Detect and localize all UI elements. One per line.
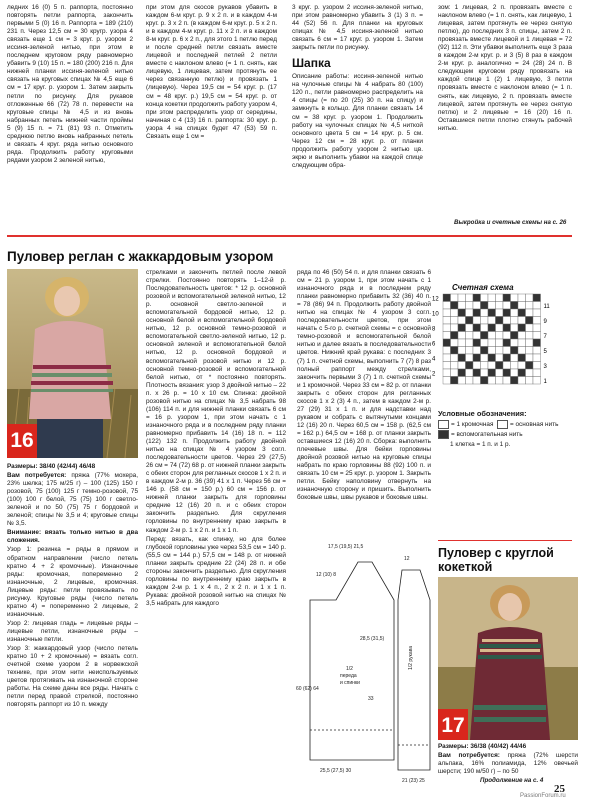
attention-16: Внимание: вязать только нитью в два сложения. — [7, 529, 138, 545]
section-title-16: Пуловер реглан с жаккардовым узором — [7, 249, 274, 264]
svg-text:25,5 (27,5) 30: 25,5 (27,5) 30 — [320, 768, 352, 774]
chart-cell — [533, 309, 541, 317]
schematic-body-label: 1/2 — [346, 666, 353, 672]
chart-cell — [443, 354, 451, 362]
chart-cell — [503, 294, 511, 302]
chart-cell — [503, 317, 511, 325]
chart-cell — [451, 362, 459, 370]
chart-row-label-left: 6 — [432, 341, 436, 348]
top-column-3-text: 3 круг. р. узором 2 иссиня-зеленой нитью, при этом равномерно убавить 3 (1) 3 п. = 44 (52) 56 п. Для планки на круговых спицах № 4,5 иссиня-зеленой нитью связать 6 см = 17 круг. р. узором 1. Затем закрыть петли по рисунку. — [292, 4, 423, 52]
chart-cell — [481, 339, 489, 347]
chart-cell — [511, 354, 519, 362]
main-column-2b-text: Перед: вязать, как спинку, но для более глубокой горловины уже через 53,5 см = 140 р. (55,5 см = 144 р.) 57,5 см = 148 р. от нижней планки закрыть средние 22 (24) 28 п. и обе стороны закончить раздельно. Для скругления горловины по внутреннему краю закрыть в каждом 2-м р. 1 x 4 п., 2 x 2 п. и 1 x 1 п. Рукава: двойной розовой нитью на спицах № 3,5 набрать для каждого — [146, 535, 286, 607]
svg-text:12: 12 — [404, 556, 410, 562]
chart-cell — [533, 362, 541, 370]
chart-cell — [496, 324, 504, 332]
chart-cell — [503, 302, 511, 310]
garment-schematic — [290, 540, 438, 785]
chart-cell — [443, 324, 451, 332]
chart-cell — [451, 294, 459, 302]
chart-cell — [511, 347, 519, 355]
chart-cell — [481, 294, 489, 302]
model-number-badge-17: 17 — [438, 709, 468, 740]
chart-cell — [533, 339, 541, 347]
chart-row-label-left: 12 — [432, 296, 439, 303]
chart-cell — [466, 324, 474, 332]
chart-cell — [488, 339, 496, 347]
pattern-1-16: Узор 1: резинка = ряды в прямом и обратном направлении (число петель кратно 4 + 2 кромочные). Изнаночные ряды: кромочная, попеременно 2 изнаночные, 2 лицевые, кромочная. Лицевые ряды: петли провязывать по рисунку. Круговые ряды (число петель кратно 4) = попеременно 2 лицевые, 2 изнаночные. — [7, 546, 138, 618]
chart-cell — [518, 354, 526, 362]
legend-row-3: 1 клетка = 1 п. и 1 р. — [450, 440, 511, 448]
chart-cell — [451, 324, 459, 332]
main-column-1 — [7, 463, 138, 781]
chart-cell — [511, 309, 519, 317]
pattern-2-16: Узор 2: лицевая гладь = лицевые ряды – лицевые петли, изнаночные ряды – изнаночные петли. — [7, 619, 138, 643]
chart-cell — [526, 362, 534, 370]
chart-row-label-left: 8 — [432, 326, 436, 333]
chart-cell — [496, 309, 504, 317]
chart-cell — [503, 324, 511, 332]
chart-cell — [481, 354, 489, 362]
chart-cell — [526, 332, 534, 340]
chart-cell — [518, 362, 526, 370]
chart-cell — [496, 339, 504, 347]
chart-cell — [488, 354, 496, 362]
top-column-1 — [7, 4, 133, 232]
chart-legend — [438, 410, 578, 458]
chart-cell — [511, 332, 519, 340]
chart-cell — [488, 309, 496, 317]
chart-cell — [481, 377, 489, 385]
svg-text:12 (10) 8: 12 (10) 8 — [316, 572, 337, 578]
svg-text:60 (62) 64: 60 (62) 64 — [296, 686, 319, 692]
chart-cell — [451, 369, 459, 377]
svg-text:33: 33 — [368, 696, 374, 702]
chart-cell — [488, 369, 496, 377]
knitting-chart — [431, 292, 581, 404]
hat-text: Описание работы: иссиня-зеленой нитью на чулочные спицы № 4 набрать 80 (100) 120 п., петли равномерно распределить на 4 спицы (= по 20 (25) 30 п. на спицу) и замкнуть в кольцо. Для планки связать 14 см = 38 круг. р. узором 1. Продолжить работу на чулочных спицах № 4,5 ниткой основного цвета 5 см = 14 круг. р. 5 см. Через 12 см = 28 круг. р. от планки продолжить работу узором 2 нитью цв. экрю и выполнить убавки на каждой спице следующим обра- — [292, 73, 423, 169]
chart-cell — [451, 339, 459, 347]
continuation-note: Продолжение на с. 4 — [480, 777, 544, 784]
chart-cell — [533, 332, 541, 340]
svg-text:переда: переда — [340, 673, 357, 679]
chart-cell — [481, 347, 489, 355]
chart-cell — [488, 362, 496, 370]
chart-cell — [511, 339, 519, 347]
chart-cell — [518, 377, 526, 385]
chart-cell — [496, 354, 504, 362]
chart-cell — [443, 294, 451, 302]
chart-cell — [496, 302, 504, 310]
chart-cell — [473, 302, 481, 310]
legend-row-1: = 1 кромочная = основная нить — [438, 420, 578, 429]
top-column-2-text: при этом для скосов рукавов убавить в каждом 6-м круг. р. 9 x 2 п. и в каждом 4-м круг. р. 3 x 2 п. (в каждом 6-м круг. р. 5 x 2 п. и в каждом 4-м круг. р. 11 x 2 п. и в каждом 8-м круг. р. 6 x 2 п., для этого 1 петлю перед и после средней петли связать вместе лицевой и последней петлей 2 петли вместе с наклоном влево (= 1 п. снять, как лицевую, 1 лицевая, затем протянуть ее через связанную петлю) и провязать 1 (лицевую). Через 19,5 см = 54 круг. р. (17 см = 48 круг. р.) 19,5 см = 54 круг. р. от конца кокетки продолжить работу узором 4, при этом распределить узор от середины, начиная с 4 (13) 16 п. раппорта: 30 круг. р. узора 4 на спицах будет 47 (53) 59 п. Связать еще 1 см = — [146, 4, 277, 140]
section-title-17-line2: кокеткой — [438, 560, 493, 574]
chart-cell — [443, 347, 451, 355]
chart-cell — [458, 362, 466, 370]
chart-cell — [466, 309, 474, 317]
chart-cell — [481, 309, 489, 317]
chart-cell — [488, 302, 496, 310]
chart-cell — [481, 324, 489, 332]
chart-cell — [458, 339, 466, 347]
chart-cell — [533, 324, 541, 332]
chart-cell — [458, 317, 466, 325]
chart-cell — [533, 369, 541, 377]
chart-cell — [533, 354, 541, 362]
chart-cell — [443, 362, 451, 370]
chart-cell — [451, 302, 459, 310]
chart-cell — [511, 377, 519, 385]
pattern-footnote: Выкройка и счетные схемы на с. 26 — [454, 219, 567, 226]
chart-cell — [533, 347, 541, 355]
chart-cell — [518, 347, 526, 355]
chart-cell — [526, 347, 534, 355]
chart-cell — [451, 332, 459, 340]
chart-cell — [496, 347, 504, 355]
top-column-4 — [438, 4, 572, 204]
chart-cell — [503, 369, 511, 377]
svg-text:и спинки: и спинки — [340, 680, 360, 686]
sizes-17: Размеры: 36/38 (40/42) 44/46 — [438, 743, 527, 750]
chart-cell — [473, 377, 481, 385]
chart-cell — [503, 347, 511, 355]
chart-cell — [473, 362, 481, 370]
chart-cell — [503, 339, 511, 347]
chart-cell — [458, 302, 466, 310]
svg-text:17,5 (19,5) 21,5: 17,5 (19,5) 21,5 — [328, 544, 364, 550]
chart-cell — [518, 332, 526, 340]
chart-cell — [481, 317, 489, 325]
chart-cell — [443, 369, 451, 377]
chart-cell — [451, 317, 459, 325]
legend-title: Условные обозначения: — [438, 410, 527, 418]
chart-cell — [518, 324, 526, 332]
chart-cell — [511, 324, 519, 332]
chart-cell — [518, 294, 526, 302]
pattern-3-16: Узор 3: жаккардовый узор (число петель кратно 10 + 2 кромочные) = вязать согл. счетной схеме узором 2 в норвежской технике, при этом нити неиспользуемых цветов протягивать на изнаночной стороне работы. На схеме даны все ряды. Начать с петли перед правой стрелкой, постоянно повторять раппорт из 10 п. между — [7, 645, 138, 709]
chart-cell — [466, 302, 474, 310]
chart-cell — [488, 377, 496, 385]
chart-cell — [503, 309, 511, 317]
model-photo-17 — [438, 577, 578, 740]
chart-cell — [526, 369, 534, 377]
chart-cell — [473, 317, 481, 325]
chart-cell — [466, 339, 474, 347]
chart-cell — [458, 332, 466, 340]
chart-cell — [496, 377, 504, 385]
chart-cell — [488, 294, 496, 302]
chart-cell — [466, 369, 474, 377]
chart-cell — [458, 347, 466, 355]
materials-17: Вам потребуется: пряжа (72% шерсти альпака, 16% полиамида, 12% овечьей шерсти; 190 м/50 г) – по 50 — [438, 752, 578, 776]
chart-cell — [458, 369, 466, 377]
chart-cell — [488, 324, 496, 332]
chart-cell — [473, 309, 481, 317]
chart-row-label-right: 1 — [543, 379, 547, 385]
chart-cell — [496, 362, 504, 370]
chart-cell — [526, 309, 534, 317]
sizes-16: Размеры: 38/40 (42/44) 46/48 — [7, 463, 96, 470]
chart-cell — [473, 294, 481, 302]
chart-cell — [451, 354, 459, 362]
chart-cell — [443, 339, 451, 347]
chart-cell — [533, 377, 541, 385]
chart-row-label-right: 11 — [543, 304, 550, 310]
svg-text:28,5 (31,5): 28,5 (31,5) — [360, 636, 385, 642]
chart-cell — [526, 377, 534, 385]
chart-cell — [526, 339, 534, 347]
chart-cell — [466, 317, 474, 325]
schematic-sleeve-label: 1/2 рукава — [408, 645, 414, 670]
chart-cell — [533, 294, 541, 302]
chart-cell — [518, 317, 526, 325]
model-number-badge-16: 16 — [7, 424, 37, 458]
legend-row-2: = вспомогательная нить — [438, 430, 578, 439]
chart-cell — [451, 347, 459, 355]
chart-cell — [518, 302, 526, 310]
chart-cell — [481, 369, 489, 377]
chart-cell — [526, 302, 534, 310]
chart-cell — [443, 332, 451, 340]
chart-cell — [466, 362, 474, 370]
chart-cell — [481, 362, 489, 370]
materials-16: Вам потребуется: пряжа (77% мохера, 23% шелка; 175 м/25 г) – 100 (125) 150 г розовой, 75 (100) 125 г темно-розовой, 75 (100) 100 г белой, 75 (75) 100 г светло-зеленой и по 50 (75) 75 г бордовой и зеленой; спицы № 3,5 и 4; круговые спицы № 3,5. — [7, 472, 138, 528]
legend-aux-swatch — [438, 430, 449, 439]
chart-cell — [488, 347, 496, 355]
main-column-2 — [146, 269, 286, 781]
chart-cell — [458, 294, 466, 302]
chart-cell — [473, 347, 481, 355]
chart-cell — [443, 309, 451, 317]
chart-cell — [466, 332, 474, 340]
chart-cell — [496, 294, 504, 302]
chart-cell — [473, 369, 481, 377]
chart-row-label-right: 5 — [543, 349, 547, 355]
chart-cell — [511, 294, 519, 302]
main-column-3 — [297, 269, 431, 539]
page-number: 25 — [554, 783, 565, 795]
chart-cell — [503, 362, 511, 370]
chart-cell — [518, 369, 526, 377]
model-photo-16 — [7, 269, 138, 458]
chart-cell — [473, 339, 481, 347]
chart-cell — [473, 354, 481, 362]
legend-edge-swatch — [438, 420, 449, 429]
main-column-3-text: ряда по 46 (50) 54 п. и для планки связать 6 см = 21 р. узором 1, при этом начать с 1 изнаночного ряда и в последнем ряду планки равномерно прибавить 32 (36) 40 п. = 78 (86) 94 п. Продолжить работу двойной нитью на спицах № 4 узором 3 согл. последовательности цветов, при этом начать с 5-го р. счетной схемы = с основной темно-розовой и вспомогательной белой нитью и далее вязать в последовательности цветов. Нижний край рукава: с последних 3 (7) 1 п. счетной схемы, выполнить 7 (7) 8 раз полный раппорт между стрелками, закончить первыми 3 (7) 1 п. счетной схемы и 1 кромочной. Через 33 см = 82 р. от планки закрыть с обеих сторон для регланных скосов 1 x 2 (3) 4 п., затем в каждом 2-м р. 27 (29) 31 x 1 п. и для надставки над рукавом и собрать с вытянутыми концами 12 (16) 20 п. Через 60,5 см = 158 р. (62,5 см = 162 р.) 64,5 см = 168 р. от планки закрыть оставшиеся 12 (16) 20 п. Сборка: выполнить плечевые швы. Для бейки горловины двойной розовой нитью на круговые спицы набрать по краю горловины 88 (92) 100 п. и связать 10 см = 25 круг. р. узором 1. Закрыть петли. Бейку наполовину отвернуть на изнаночную сторону и пришить. Выполнить боковые швы, швы рукавов и боковые швы. — [297, 269, 431, 502]
chart-cell — [473, 324, 481, 332]
chart-row-label-left: 10 — [432, 311, 439, 318]
chart-cell — [503, 354, 511, 362]
chart-title: Счетная схема — [452, 283, 514, 292]
chart-cell — [451, 377, 459, 385]
chart-cell — [481, 332, 489, 340]
chart-cell — [526, 317, 534, 325]
main-column-2-text: стрелками и закончить петлей после левой стрелки. Постоянно повторять 1–12-й р. Последовательность цветов: * 12 р. основной розовой и вспомогательной зеленой нитью, 12 р. основной светло-зеленой и вспомогательной бордовой нитью, 12 р. основной белой и вспомогательной бордовой нитью, 12 р. основной темно-розовой и вспомогательной светло-зеленой нитью, 12 р. основной зеленой и вспомогательной белой нитью, 12 р. основной бордовой и вспомогательной розовой нитью и 12 р. основной темно-розовой и вспомогательной белой нитью, от * постоянно повторять. Плотность вязания: узор 3 двойной нитью – 22 п. x 26 р. = 10 x 10 см. Спинка: двойной розовой нитью на спицах № 3,5 набрать 98 (106) 114 п. и для нижней планки связать 6 см = 16 р. узором 1, при этом начать с 1 изнаночного ряда и в последнем ряду планки равномерно прибавить 14 (16) 18 п. = 112 (122) 132 п. Продолжить работу двойной нитью на спицах № 4 узором 3 согл. последовательности цветов. Через 29 (27,5) 26 см = 74 (72) 68 р. от нижней планки закрыть с обеих сторон для регланных скосов 1 x 2 п. и в каждом 2-м р. 36 (39) 41 x 1 п. Через 56 см = 146 р. (58 см = 150 р.) 60 см = 156 р. от нижней планки закрыть для горловины средние 12 (16) 20 п. и с обеих сторон закончить раздельно. Для скругления горловины по внутреннему краю закрыть в каждом 2-м р. 1 x 2 п. и 1 x 1 п. — [146, 269, 286, 534]
chart-cell — [503, 377, 511, 385]
chart-cell — [458, 324, 466, 332]
second-section-divider — [438, 540, 572, 541]
chart-cell — [518, 309, 526, 317]
chart-cell — [451, 309, 459, 317]
chart-cell — [526, 354, 534, 362]
chart-cell — [533, 317, 541, 325]
chart-row-label-right: 9 — [543, 319, 547, 325]
chart-cell — [466, 294, 474, 302]
chart-row-label-left: 4 — [432, 356, 436, 363]
top-column-2 — [146, 4, 277, 232]
chart-cell — [466, 347, 474, 355]
chart-cell — [511, 302, 519, 310]
site-watermark: PassionForum.ru — [520, 793, 566, 799]
chart-cell — [466, 354, 474, 362]
chart-row-label-right: 3 — [543, 364, 547, 370]
legend-main-swatch — [497, 420, 508, 429]
chart-row-label-right: 7 — [543, 334, 547, 340]
chart-cell — [511, 369, 519, 377]
chart-row-label-left: 2 — [432, 371, 436, 378]
chart-cell — [496, 332, 504, 340]
chart-cell — [518, 339, 526, 347]
chart-cell — [488, 317, 496, 325]
chart-cell — [526, 324, 534, 332]
chart-cell — [443, 317, 451, 325]
top-column-4-text: зом: 1 лицевая, 2 п. провязать вместе с наклоном влево (= 1 п. снять, как лицевую, 1 лицевая, затем протянуть ее через снятую петлю), до последних 3 п. спицы, затем 2 п. провязать вместе лицевой и 1 лицевая = 72 (92) 112 п. Эти убавки выполнить еще 3 раза в каждом 2-м круг. р. и 3 (5) 8 раз в каждом 2-м круг. р. аналогично = 24 (28) 24 п. В следующем круговом ряду провязать на каждой спице 1 (2) 1 лицевую, 3 петли провязать вместе с наклоном влево (= 1 п. снять, как лицевую, 2 п. провязать вместе лицевой, затем протянуть ее через снятую петлю) и 2 лицевые = 16 (20) 16 п. Оставшиеся петли плотно стянуть рабочей нитью. — [438, 4, 572, 132]
sleeve-outline — [398, 570, 430, 770]
chart-cell — [473, 332, 481, 340]
svg-text:21 (23) 25: 21 (23) 25 — [402, 778, 425, 784]
chart-cell — [458, 309, 466, 317]
top-column-1-text: ледних 16 (0) 5 п. раппорта, постоянно повторять петли раппорта, закончить первыми 5 (0) 16 п. Раппорта = 189 (210) 231 п. Через 12,5 см = 30 кругр. узора 4 связать еще 1 см = 3 круг. р. узором 2 иссиня-зеленой нитью, при этом в последнем круговом ряду равномерно убавить 9 (10) 15 п. = 180 (200) 216 п. Для нижней планки иссиня-зеленой нитью связать на круговых спицах № 4,5 еще 6 см = 17 круг. р. узором 1. Затем закрыть петли по рисунку. Для рукавов отложенные 66 (72) 78 п. перевести на круговые спицы № 4,5 и из вновь набранных петель нижней части проймы 5 (9) 15 п. = 71 (81) 93 п. Отметить среднюю петлю вновь набранных петель и связать 4 круг. ряда нитью основного ряда. Продолжить работу круговыми рядами узором 2 зеленой нитью, — [7, 4, 133, 164]
chart-cell — [443, 377, 451, 385]
chart-cell — [526, 294, 534, 302]
chart-cell — [481, 302, 489, 310]
chart-cell — [443, 302, 451, 310]
chart-cell — [496, 369, 504, 377]
section-title-17-line1: Пуловер с круглой — [438, 546, 554, 560]
chart-cell — [458, 377, 466, 385]
chart-cell — [511, 317, 519, 325]
chart-cell — [533, 302, 541, 310]
section-divider — [7, 235, 572, 237]
chart-cell — [488, 332, 496, 340]
chart-cell — [503, 332, 511, 340]
top-column-3 — [292, 4, 423, 232]
chart-cell — [511, 362, 519, 370]
chart-cell — [496, 317, 504, 325]
chart-cell — [458, 354, 466, 362]
chart-cell — [466, 377, 474, 385]
hat-title: Шапка — [292, 56, 331, 71]
